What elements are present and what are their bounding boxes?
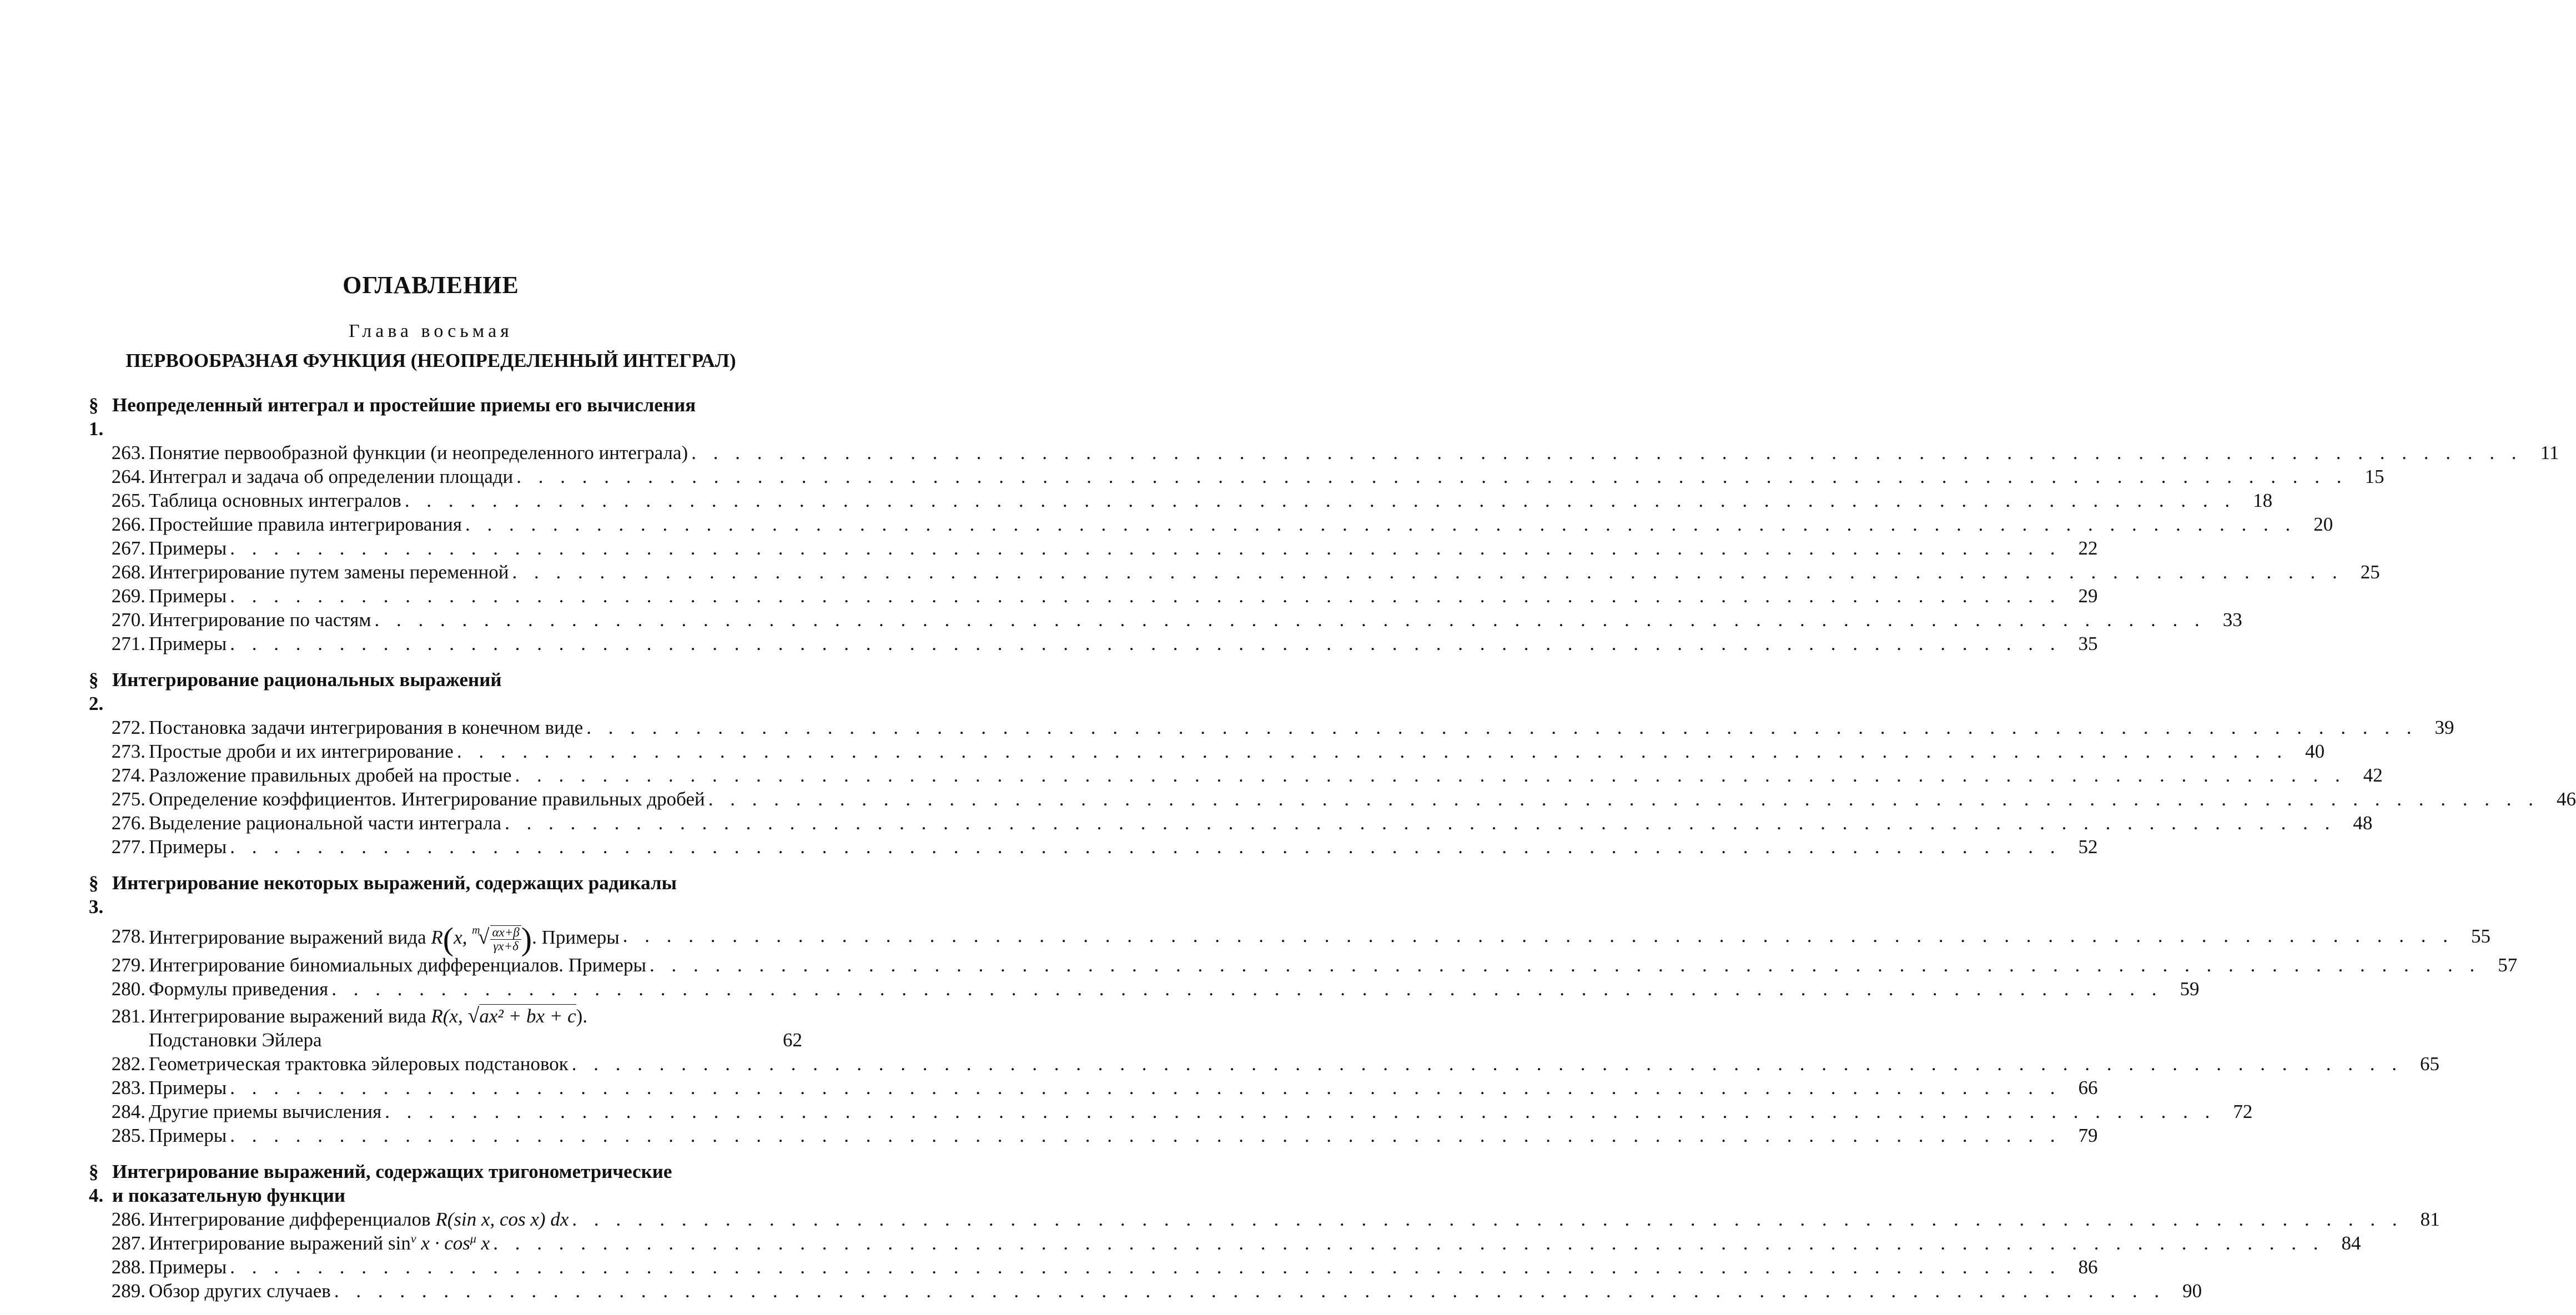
entry-title-text: Интегрирование выражений вида (149, 926, 426, 948)
chapter-label: Глава восьмая (349, 321, 513, 341)
leader-dots (708, 787, 2539, 811)
entry-number: 288. (111, 1256, 145, 1278)
leader-dots (572, 1052, 2403, 1076)
toc-entry[interactable] (89, 465, 2384, 488)
entry-number: 271. (111, 633, 145, 654)
entry-number: 287. (111, 1232, 145, 1254)
page-number: 90 (2182, 1280, 2202, 1302)
formula-end: x (481, 1232, 490, 1254)
page-number: 86 (2078, 1256, 2098, 1278)
page-number: 81 (2420, 1208, 2440, 1230)
entry-number: 277. (111, 836, 145, 858)
page-number: 46 (2557, 788, 2576, 810)
entry-title: Примеры (149, 1256, 227, 1278)
toc-entry[interactable] (89, 584, 2098, 608)
toc-entry[interactable] (89, 1052, 2440, 1076)
entry-title: Примеры (149, 537, 227, 559)
entry-title: Понятие первообразной функции (и неопределенного интеграла) (149, 442, 688, 463)
entry-title: Обзор других случаев (149, 1280, 331, 1302)
section-heading[interactable] (89, 1160, 802, 1207)
toc-entry[interactable] (89, 488, 2273, 512)
leader-dots (512, 560, 2343, 584)
toc-entry[interactable] (89, 560, 2380, 584)
leader-dots (230, 1123, 2061, 1147)
toc-entry[interactable] (89, 1076, 2098, 1100)
entry-number: 270. (111, 609, 145, 631)
entry-title: Интегрирование путем замены переменной (149, 561, 509, 583)
right-paren-icon: ) (521, 920, 532, 957)
entry-title (149, 1004, 769, 1028)
formula-r: R (431, 926, 443, 948)
entry-number: 284. (111, 1101, 145, 1122)
entry-title: Примеры (149, 836, 227, 858)
toc-entry[interactable] (89, 787, 2576, 811)
page-number: 65 (2420, 1053, 2440, 1075)
entry-title (149, 1231, 490, 1255)
section-number: § 1. (89, 394, 104, 440)
section-title (112, 1160, 802, 1207)
section-title: Неопределенный интеграл и простейшие приемы его вычисления (112, 394, 696, 416)
entry-number: 266. (111, 513, 145, 535)
section-heading[interactable] (89, 668, 802, 716)
sqrt-icon: √ (467, 1004, 480, 1027)
leader-dots (230, 1255, 2061, 1279)
entry-title: Определение коэффициентов. Интегрирование правильных дробей (149, 788, 705, 810)
section-title-line1: Интегрирование выражений, содержащих тригонометрические (112, 1161, 672, 1182)
page-number: 84 (2341, 1232, 2361, 1254)
section-number: § 4. (89, 1161, 104, 1206)
entry-title-text: Интегрирование дифференциалов (149, 1208, 431, 1230)
page-number: 25 (2360, 561, 2380, 583)
page-number: 20 (2313, 513, 2333, 535)
toc-entry[interactable] (89, 1100, 2253, 1123)
toc-entry[interactable] (89, 919, 2491, 957)
entry-number: 263. (111, 442, 145, 463)
entry-number: 283. (111, 1077, 145, 1099)
entry-number: 265. (111, 490, 145, 511)
entry-title: Простейшие правила интегрирования (149, 513, 462, 535)
toc-entry[interactable] (89, 632, 2098, 656)
radical-body (490, 925, 521, 953)
root-index: m (472, 924, 480, 936)
page-number: 11 (2540, 442, 2559, 463)
formula-x: x, (454, 926, 467, 948)
toc-entry[interactable] (89, 1207, 2440, 1231)
entry-number: 272. (111, 717, 145, 738)
entry-number: 274. (111, 764, 145, 786)
page-number: 40 (2305, 740, 2325, 762)
entry-title (149, 919, 620, 957)
leader-dots (586, 716, 2417, 739)
entry-title: Выделение рациональной части интеграла (149, 812, 502, 834)
entry-number: 279. (111, 954, 145, 976)
page-number: 42 (2363, 764, 2383, 786)
entry-number: 268. (111, 561, 145, 583)
entry-title: Интеграл и задача об определении площади (149, 466, 514, 487)
page-number: 39 (2434, 717, 2454, 738)
section-1 (89, 393, 2559, 656)
toc-entry[interactable] (89, 811, 2373, 835)
entry-number: 278. (111, 925, 145, 947)
entry-title: Простые дроби и их интегрирование (149, 740, 454, 762)
toc-entry[interactable] (89, 1123, 2098, 1147)
fraction (490, 926, 521, 953)
radicand: ax² + bx + c (479, 1005, 576, 1027)
toc-entry[interactable] (89, 1279, 2202, 1303)
section-heading[interactable] (89, 871, 802, 919)
entry-number: 289. (111, 1280, 145, 1302)
leader-dots (230, 632, 2061, 656)
page-number: 52 (2078, 836, 2098, 858)
table-of-contents (89, 393, 2576, 1315)
entry-number: 276. (111, 812, 145, 834)
page-number: 35 (2078, 633, 2098, 654)
entry-title (149, 1207, 568, 1231)
page-title: ОГЛАВЛЕНИЕ (343, 271, 519, 299)
entry-title: Интегрирование по частям (149, 609, 371, 631)
toc-entry[interactable] (89, 608, 2242, 632)
entry-title: Интегрирование биномиальных дифференциалов. Примеры (149, 954, 647, 976)
entry-title-text: Интегрирование выражений (149, 1232, 384, 1254)
section-title: Интегрирование рациональных выражений (112, 669, 502, 691)
section-4 (89, 1160, 2440, 1303)
entry-title: Постановка задачи интегрирования в конечном виде (149, 717, 583, 738)
toc-entry[interactable] (89, 536, 2098, 560)
page-number: 15 (2364, 466, 2384, 487)
section-number: § 2. (89, 669, 104, 714)
leader-dots (691, 441, 2522, 465)
leader-dots (493, 1231, 2324, 1255)
leader-dots (334, 1279, 2165, 1303)
entry-title: Другие приемы вычисления (149, 1101, 382, 1122)
left-paren-icon: ( (442, 920, 454, 957)
leader-dots (623, 919, 2454, 953)
formula: R(sin x, cos x) dx (435, 1208, 569, 1230)
entry-title: Примеры (149, 1125, 227, 1146)
entry-number: 267. (111, 537, 145, 559)
toc-entry[interactable] (89, 441, 2559, 465)
leader-dots (331, 977, 2162, 1001)
entry-title: Формулы приведения (149, 978, 329, 1000)
page-number: 22 (2078, 537, 2098, 559)
fraction-denominator: γx+δ (493, 939, 519, 954)
leader-dots (465, 512, 2296, 536)
leader-dots (230, 1076, 2061, 1100)
section-title: Интегрирование некоторых выражений, содержащих радикалы (112, 872, 677, 894)
entry-title-text: Интегрирование выражений вида (149, 1005, 426, 1027)
entry-number: 273. (111, 740, 145, 762)
section-heading[interactable] (89, 393, 802, 441)
toc-entry[interactable] (89, 977, 2200, 1001)
toc-entry[interactable] (89, 1231, 2361, 1255)
section-3 (89, 871, 2518, 1147)
toc-entry[interactable] (89, 1255, 2098, 1279)
entry-title: Разложение правильных дробей на простые (149, 764, 512, 786)
entry-title: Геометрическая трактовка эйлеровых подстановок (149, 1053, 568, 1075)
fraction-numerator: αx+β (490, 926, 521, 940)
page-number: 48 (2353, 812, 2373, 834)
page-number: 29 (2078, 585, 2098, 607)
entry-number: 285. (111, 1125, 145, 1146)
page-number: 59 (2180, 978, 2200, 1000)
toc-entry[interactable] (89, 716, 2454, 739)
formula-close: ). (576, 1005, 588, 1027)
section-number: § 3. (89, 872, 104, 918)
entry-number: 264. (111, 466, 145, 487)
page-number: 33 (2222, 609, 2242, 631)
formula-exp-nu: ν (410, 1231, 416, 1246)
entry-number: 282. (111, 1053, 145, 1075)
leader-dots (505, 811, 2336, 835)
page-number: 66 (2078, 1077, 2098, 1099)
entry-number: 275. (111, 788, 145, 810)
leader-dots (230, 835, 2061, 859)
leader-dots (385, 1100, 2216, 1123)
section-title-line2: и показательную функции (112, 1185, 346, 1206)
toc-entry[interactable] (89, 835, 2098, 859)
section-2 (89, 668, 2576, 859)
leader-dots (457, 739, 2288, 763)
page-number: 72 (2233, 1101, 2253, 1122)
entry-number: 286. (111, 1208, 145, 1230)
formula-mid: x · cos (421, 1232, 470, 1254)
formula-exp-mu: μ (470, 1231, 476, 1246)
leader-dots (572, 1207, 2403, 1231)
leader-dots (650, 953, 2481, 977)
entry-title-continuation: Подстановки Эйлера (149, 1029, 322, 1051)
toc-entry[interactable] (89, 953, 2518, 977)
page-number: 57 (2498, 954, 2518, 976)
entry-number: 269. (111, 585, 145, 607)
entry-title: Примеры (149, 1077, 227, 1099)
entry-title: Таблица основных интегралов (149, 490, 401, 511)
leader-dots (516, 465, 2347, 488)
formula-sin: sin (388, 1232, 411, 1254)
entry-number: 280. (111, 978, 145, 1000)
entry-title: Примеры (149, 633, 227, 654)
entry-title: Примеры (149, 585, 227, 607)
entry-number: 281. (111, 1005, 145, 1027)
toc-entry[interactable] (89, 1004, 802, 1052)
page-number: 55 (2471, 925, 2491, 947)
leader-dots (515, 763, 2346, 787)
page-number: 18 (2253, 490, 2273, 511)
toc-entry[interactable] (89, 763, 2383, 787)
page-number: 79 (2078, 1125, 2098, 1146)
sqrt-icon: √ (477, 925, 490, 949)
chapter-title: ПЕРВООБРАЗНАЯ ФУНКЦИЯ (НЕОПРЕДЕЛЕННЫЙ ИНТЕГРАЛ) (125, 350, 736, 371)
leader-dots (375, 608, 2206, 632)
entry-title-suffix: . Примеры (532, 926, 620, 948)
leader-dots (230, 536, 2061, 560)
toc-entry[interactable] (89, 739, 2325, 763)
page-number: 62 (783, 1029, 802, 1051)
leader-dots (405, 488, 2236, 512)
formula-r: R(x, (431, 1005, 463, 1027)
leader-dots (230, 584, 2061, 608)
toc-entry[interactable] (89, 512, 2333, 536)
